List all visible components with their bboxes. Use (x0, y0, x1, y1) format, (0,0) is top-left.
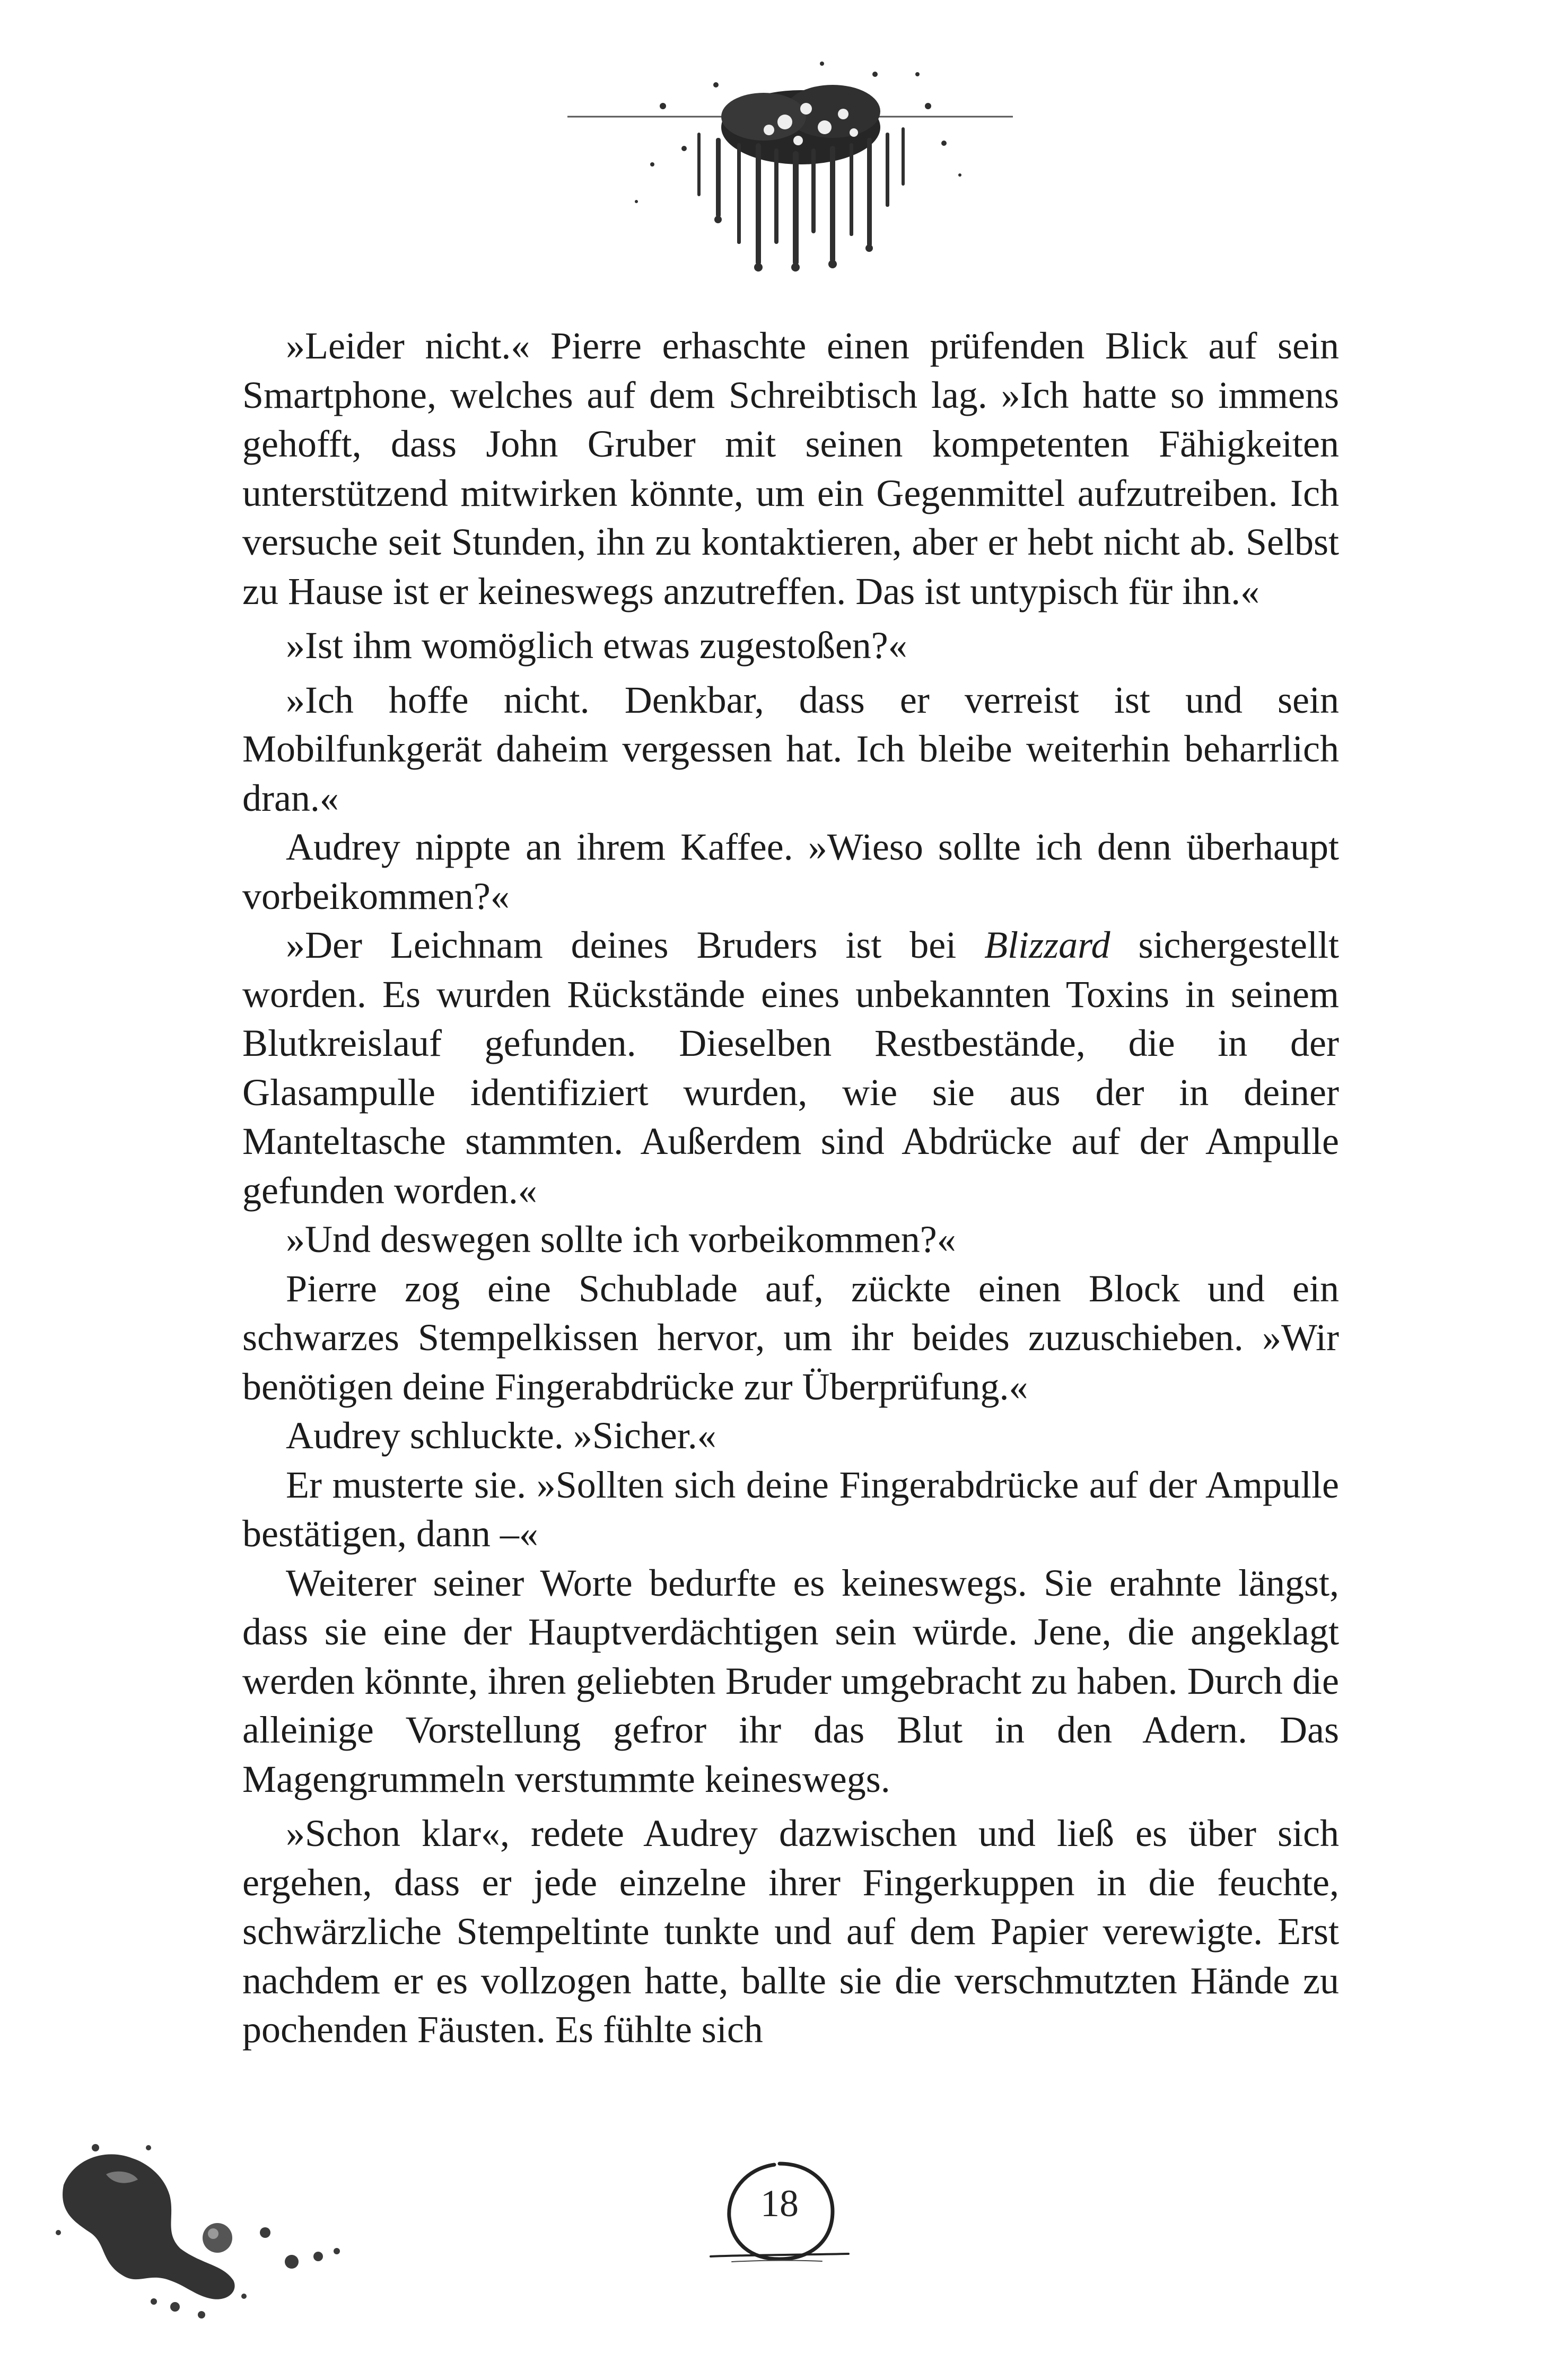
italic-title: Blizzard (984, 924, 1110, 966)
paragraph: Audrey nippte an ihrem Kaffee. »Wieso sollte ich denn überhaupt vorbeikommen?« (242, 826, 1339, 917)
page-number-ornament (700, 2142, 859, 2280)
paragraph-text: sichergestellt worden. Es wurden Rückstände eines unbekannten Toxins in seinem Blutkreislauf gefunden. Dieselben Restbestände, die in der Glasampulle identifiziert wurden, wie sie aus der in deiner Manteltasche stammten. Außerdem sind Abdrücke auf der Ampulle gefunden worden.« (242, 924, 1340, 1212)
paragraph (242, 921, 1339, 1215)
paragraph: »Ist ihm womöglich etwas zugestoßen?« (286, 624, 907, 667)
paragraph: »Und deswegen sollte ich vorbeikommen?« (286, 1218, 956, 1261)
paragraph: »Schon klar«, redete Audrey dazwischen und ließ es über sich ergehen, dass er jede einzelne ihrer Fingerkuppen in die feuchte, schwärzliche Stempeltinte tunkte und auf dem Papier verewigte. Erst nachdem er es vollzogen hatte, ballte sie die verschmutzten Hände zu pochenden Fäusten. Es fühlte sich (242, 1812, 1339, 2051)
paragraph: »Leider nicht.« Pierre erhaschte einen prüfenden Blick auf sein Smartphone, welches auf dem Schreibtisch lag. »Ich hatte so immens gehofft, dass John Gruber mit seinen kompetenten Fähigkeiten unterstützend mitwirken könnte, um ein Gegenmittel aufzutreiben. Ich versuche seit Stunden, ihn zu kontaktieren, aber er hebt nicht ab. Selbst zu Hause ist er keineswegs anzutreffen. Das ist untypisch für ihn.« (242, 325, 1339, 612)
paragraph: Weiterer seiner Worte bedurfte es keineswegs. Sie erahnte längst, dass sie eine der Hauptverdächtigen sein würde. Jene, die angeklagt werden könnte, ihren geliebten Bruder umgebracht zu haben. Durch die alleinige Vorstellung gefror ihr das Blut in den Adern. Das Magengrummeln verstummte keineswegs. (242, 1561, 1339, 1800)
body-text (242, 321, 1339, 2054)
paragraph: Pierre zog eine Schublade auf, zückte einen Block und ein schwarzes Stempelkissen hervor, um ihr beides zuzuschieben. »Wir benötigen deine Fingerabdrücke zur Überprüfung.« (242, 1267, 1339, 1408)
paragraph: Audrey schluckte. »Sicher.« (286, 1414, 716, 1457)
page-number: 18 (760, 2182, 799, 2225)
paragraph: Er musterte sie. »Sollten sich deine Fingerabdrücke auf der Ampulle bestätigen, dann –« (242, 1463, 1339, 1555)
ink-splatter-drip-ornament (557, 42, 1023, 286)
ink-splash-ornament (42, 2127, 361, 2328)
paragraph: »Ich hoffe nicht. Denkbar, dass er verreist ist und sein Mobilfunkgerät daheim vergessen hat. Ich bleibe weiterhin beharrlich dran.« (242, 678, 1339, 819)
paragraph-text: »Der Leichnam deines Bruders ist bei (286, 924, 985, 966)
